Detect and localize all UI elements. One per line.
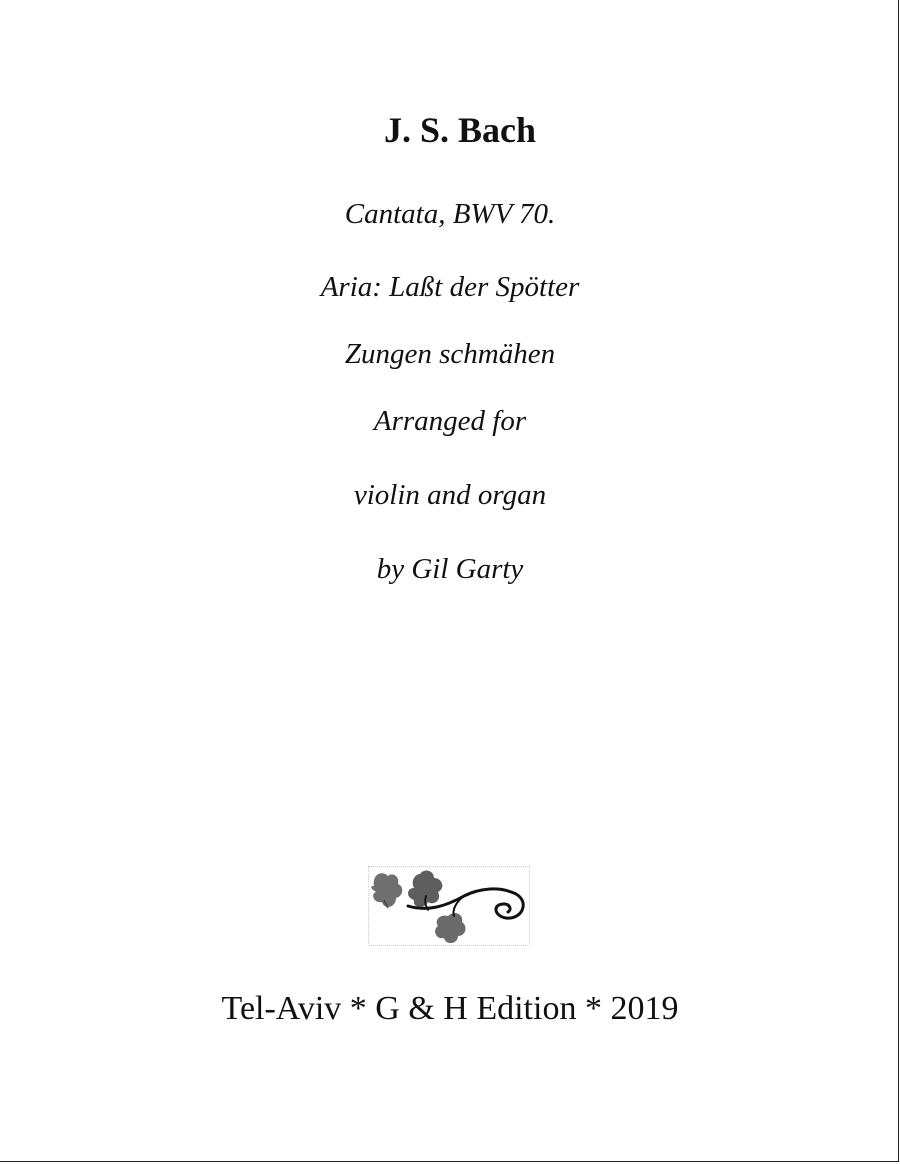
arrangement-instruments: violin and organ: [353, 479, 547, 511]
work-title: Cantata, BWV 70.: [344, 198, 556, 230]
publisher-imprint: Tel-Aviv * G & H Edition * 2019: [221, 990, 679, 1027]
arranger-credit: by Gil Garty: [376, 553, 524, 585]
aria-title-line-2: Zungen schmähen: [344, 338, 556, 370]
aria-title-line-1: Aria: Laßt der Spötter: [320, 271, 580, 303]
composer-name: J. S. Bach: [383, 110, 537, 150]
arrangement-line-1: Arranged for: [373, 405, 527, 437]
leaf-vine-ornament-icon: [368, 866, 530, 946]
